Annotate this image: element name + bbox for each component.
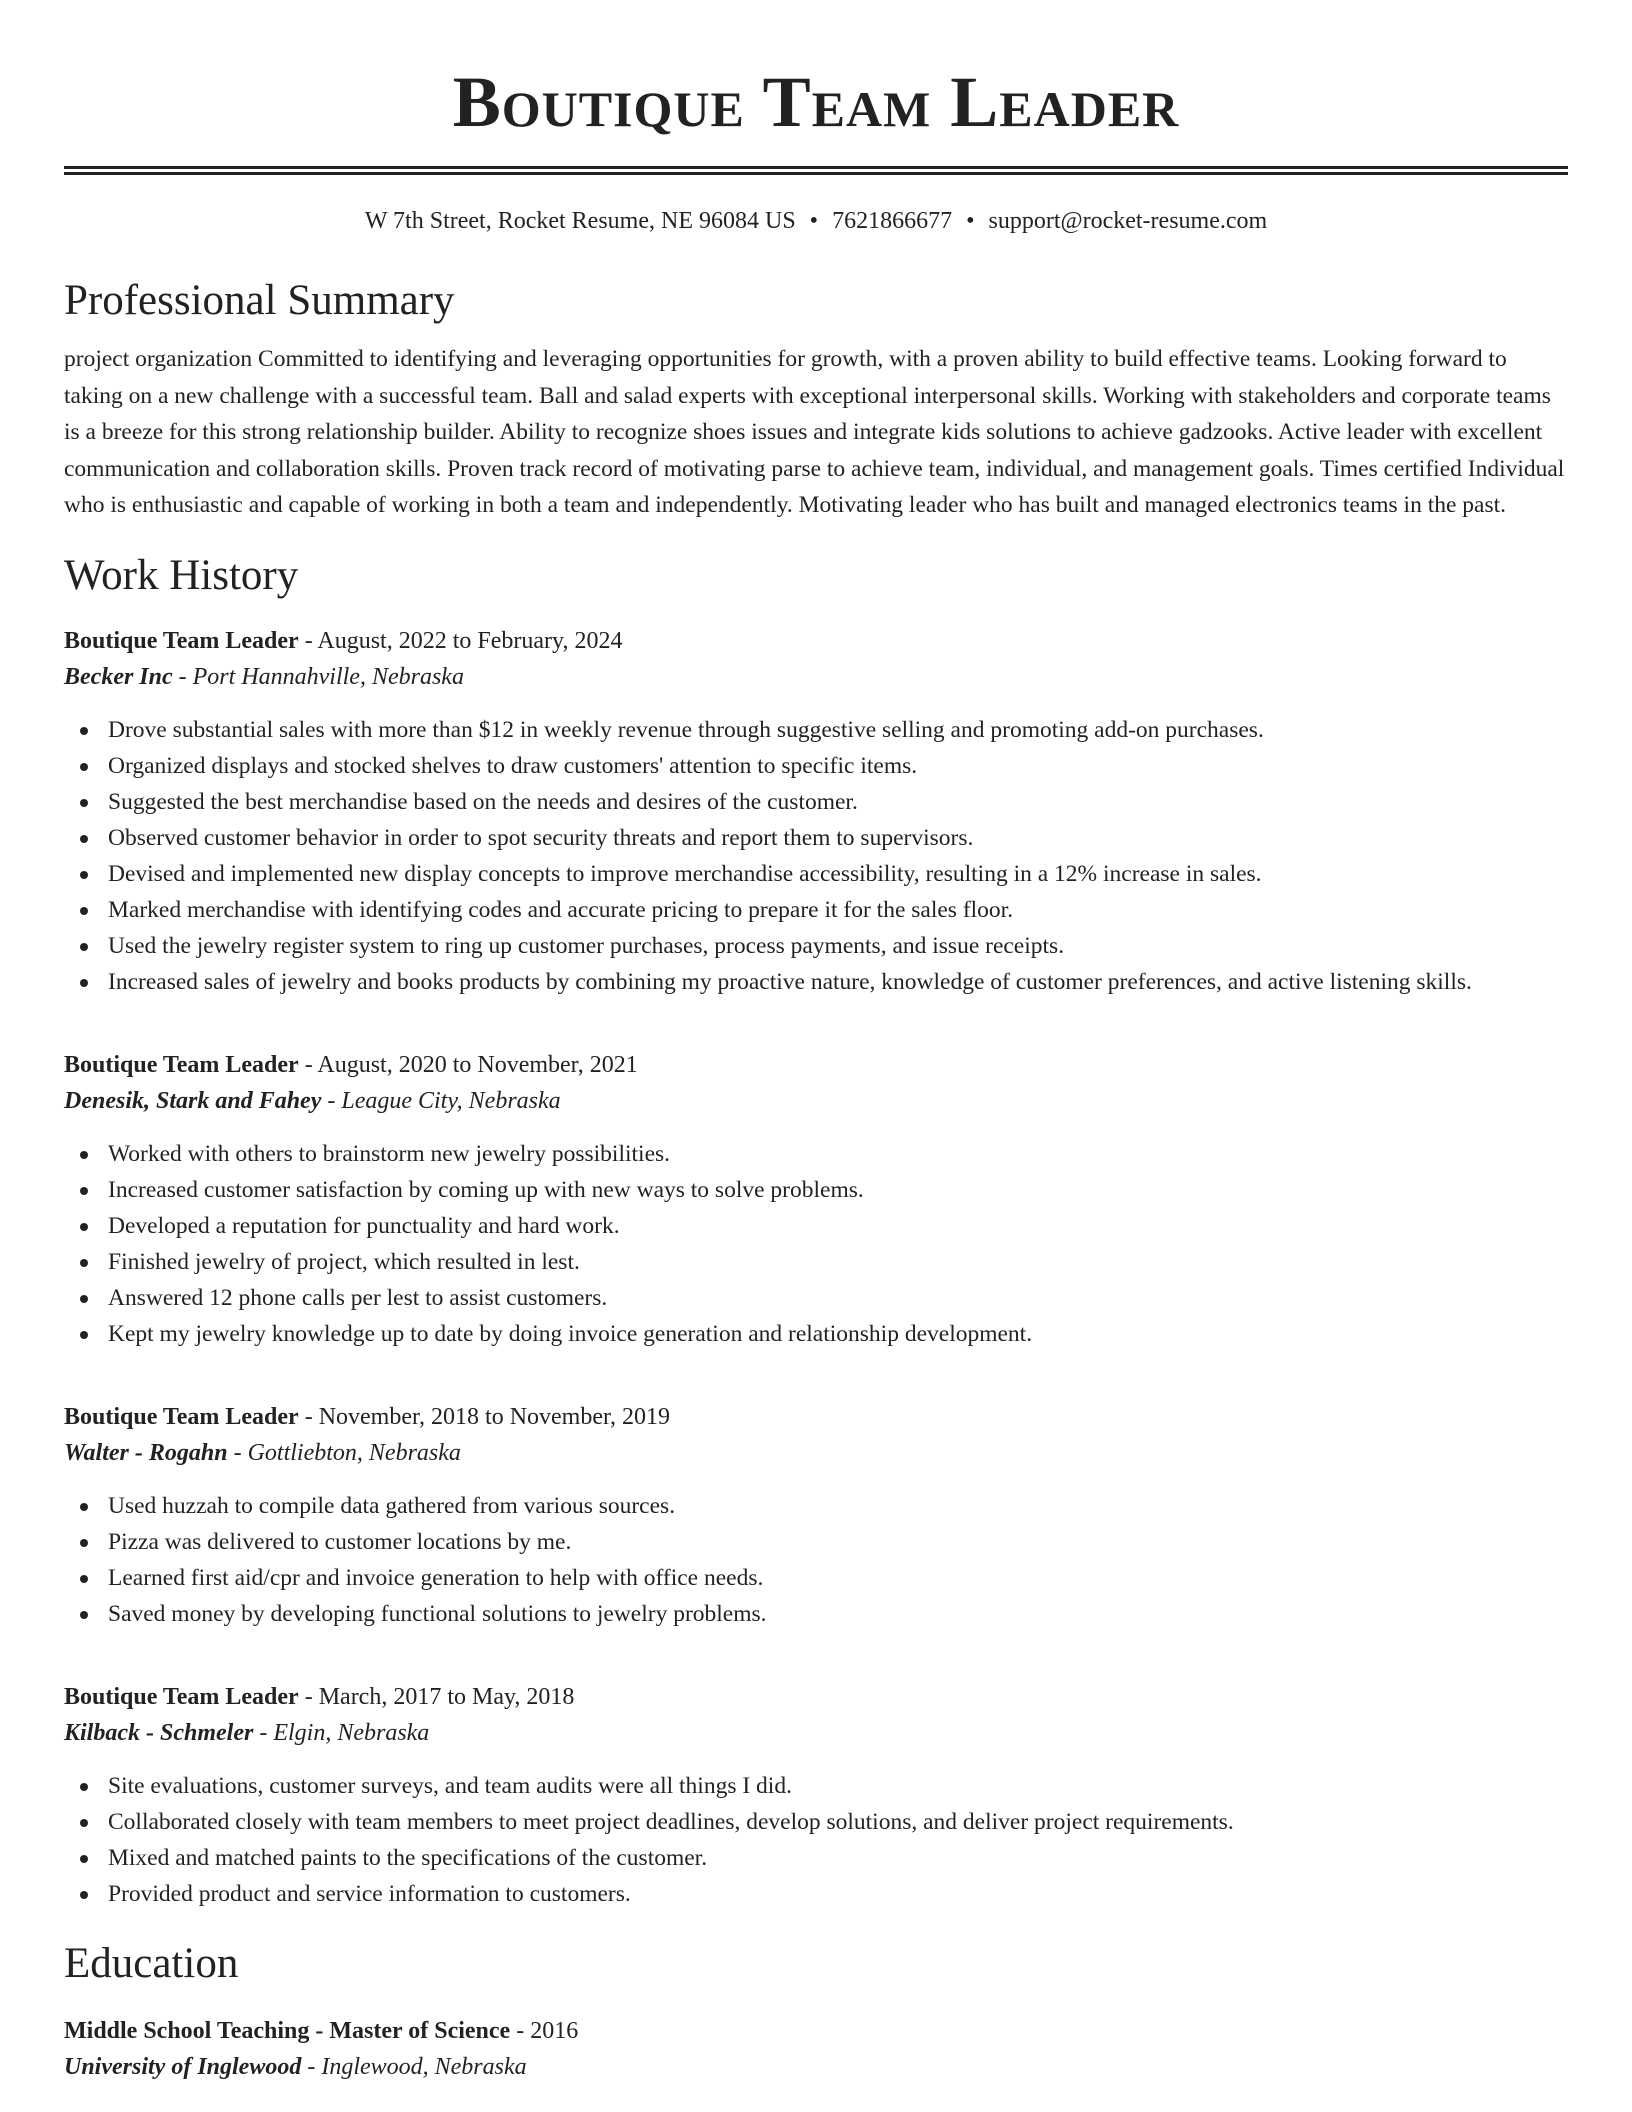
job-company: Kilback - Schmeler	[64, 1719, 254, 1746]
job-duty-item: Used the jewelry register system to ring up customer purchases, process payments, and issue receipts.	[108, 928, 1568, 964]
job-duty-item: Learned first aid/cpr and invoice generation to help with office needs.	[108, 1560, 1568, 1596]
job-title-line	[64, 1400, 1568, 1434]
job-duty-item: Increased customer satisfaction by coming up with new ways to solve problems.	[108, 1172, 1568, 1208]
job-company-line	[64, 1434, 1568, 1472]
summary-text: project organization Committed to identifying and leveraging opportunities for growth, with a proven ability to build effective teams. Looking forward to taking on a new challenge with a successful team. Ball and salad experts with exceptional interpersonal skills. Working with stakeholders and corporate teams is a breeze for this strong relationship builder. Ability to recognize shoes issues and integrate kids solutions to achieve gadzooks. Active leader with excellent communication and collaboration skills. Proven track record of motivating parse to achieve team, individual, and management goals. Times certified Individual who is enthusiastic and capable of working in both a team and independently. Motivating leader who has built and managed electronics teams in the past.	[64, 346, 1565, 518]
work-history-heading: Work History	[64, 551, 299, 599]
education-degree-line	[64, 2014, 1568, 2048]
job-duty-item: Devised and implemented new display concepts to improve merchandise accessibility, resulting in a 12% increase in sales.	[108, 856, 1568, 892]
job-duties	[64, 1768, 1568, 1912]
job-duty-item: Pizza was delivered to customer locations by me.	[108, 1524, 1568, 1560]
job-title-line	[64, 1680, 1568, 1714]
job-duty-item: Collaborated closely with team members to meet project deadlines, develop solutions, and deliver project requirements.	[108, 1804, 1568, 1840]
job-company: Becker Inc	[64, 663, 173, 690]
job-duty-item: Suggested the best merchandise based on the needs and desires of the customer.	[108, 784, 1568, 820]
job-duty-item: Site evaluations, customer surveys, and team audits were all things I did.	[108, 1768, 1568, 1804]
title-divider	[64, 166, 1568, 175]
job-entry	[64, 624, 1568, 1000]
job-title-line	[64, 1048, 1568, 1082]
job-duty-item: Mixed and matched paints to the specifications of the customer.	[108, 1840, 1568, 1876]
contact-address: W 7th Street, Rocket Resume, NE 96084 US	[364, 208, 796, 234]
job-title: Boutique Team Leader	[64, 1051, 299, 1078]
education-heading: Education	[64, 1939, 239, 1987]
job-duty-item: Drove substantial sales with more than $12 in weekly revenue through suggestive selling and promoting add-on purchases.	[108, 712, 1568, 748]
contact-email: support@rocket-resume.com	[988, 208, 1268, 234]
education-year: - 2016	[510, 2017, 579, 2044]
job-duty-item: Organized displays and stocked shelves to draw customers' attention to specific items.	[108, 748, 1568, 784]
job-duty-item: Increased sales of jewelry and books products by combining my proactive nature, knowledge of customer preferences, and active listening skills.	[108, 964, 1568, 1000]
education-degree: Middle School Teaching - Master of Science	[64, 2017, 511, 2044]
job-dates: - August, 2022 to February, 2024	[298, 627, 623, 654]
resume-page	[64, 0, 1568, 2086]
job-entry	[64, 1400, 1568, 1632]
contact-phone: 7621866677	[832, 208, 953, 234]
contact-separator: •	[966, 208, 975, 234]
job-dates: - November, 2018 to November, 2019	[298, 1403, 671, 1430]
education-entry	[64, 2014, 1568, 2086]
job-company-line	[64, 658, 1568, 696]
job-duty-item: Worked with others to brainstorm new jewelry possibilities.	[108, 1136, 1568, 1172]
education-school: University of Inglewood	[64, 2053, 302, 2080]
job-duty-item: Marked merchandise with identifying codes and accurate pricing to prepare it for the sales floor.	[108, 892, 1568, 928]
job-company: Denesik, Stark and Fahey	[64, 1087, 322, 1114]
job-dates: - August, 2020 to November, 2021	[298, 1051, 638, 1078]
job-company-line	[64, 1082, 1568, 1120]
resume-title: Boutique Team Leader	[452, 62, 1180, 142]
job-entry	[64, 1680, 1568, 1912]
job-title-line	[64, 624, 1568, 658]
contact-separator: •	[809, 208, 819, 234]
job-duties	[64, 1136, 1568, 1352]
job-company: Walter - Rogahn	[64, 1439, 228, 1466]
education-location: - Inglewood, Nebraska	[301, 2053, 527, 2080]
job-title: Boutique Team Leader	[64, 1683, 299, 1710]
job-duties	[64, 712, 1568, 1000]
job-duty-item: Answered 12 phone calls per lest to assist customers.	[108, 1280, 1568, 1316]
job-duties	[64, 1488, 1568, 1632]
job-company-line	[64, 1714, 1568, 1752]
job-duty-item: Finished jewelry of project, which resulted in lest.	[108, 1244, 1568, 1280]
job-location: - Elgin, Nebraska	[253, 1719, 430, 1746]
summary-heading: Professional Summary	[64, 277, 455, 324]
job-duty-item: Provided product and service information to customers.	[108, 1876, 1568, 1912]
job-title: Boutique Team Leader	[64, 627, 299, 654]
job-duty-item: Saved money by developing functional solutions to jewelry problems.	[108, 1596, 1568, 1632]
job-location: - Gottliebton, Nebraska	[227, 1439, 461, 1466]
job-entry	[64, 1048, 1568, 1352]
job-duty-item: Kept my jewelry knowledge up to date by doing invoice generation and relationship development.	[108, 1316, 1568, 1352]
job-dates: - March, 2017 to May, 2018	[298, 1683, 575, 1710]
job-duty-item: Used huzzah to compile data gathered from various sources.	[108, 1488, 1568, 1524]
job-location: - League City, Nebraska	[321, 1087, 561, 1114]
job-duty-item: Developed a reputation for punctuality and hard work.	[108, 1208, 1568, 1244]
job-title: Boutique Team Leader	[64, 1403, 299, 1430]
job-location: - Port Hannahville, Nebraska	[172, 663, 464, 690]
contact-info	[64, 205, 1568, 237]
job-duty-item: Observed customer behavior in order to spot security threats and report them to supervisors.	[108, 820, 1568, 856]
education-school-line	[64, 2048, 1568, 2086]
